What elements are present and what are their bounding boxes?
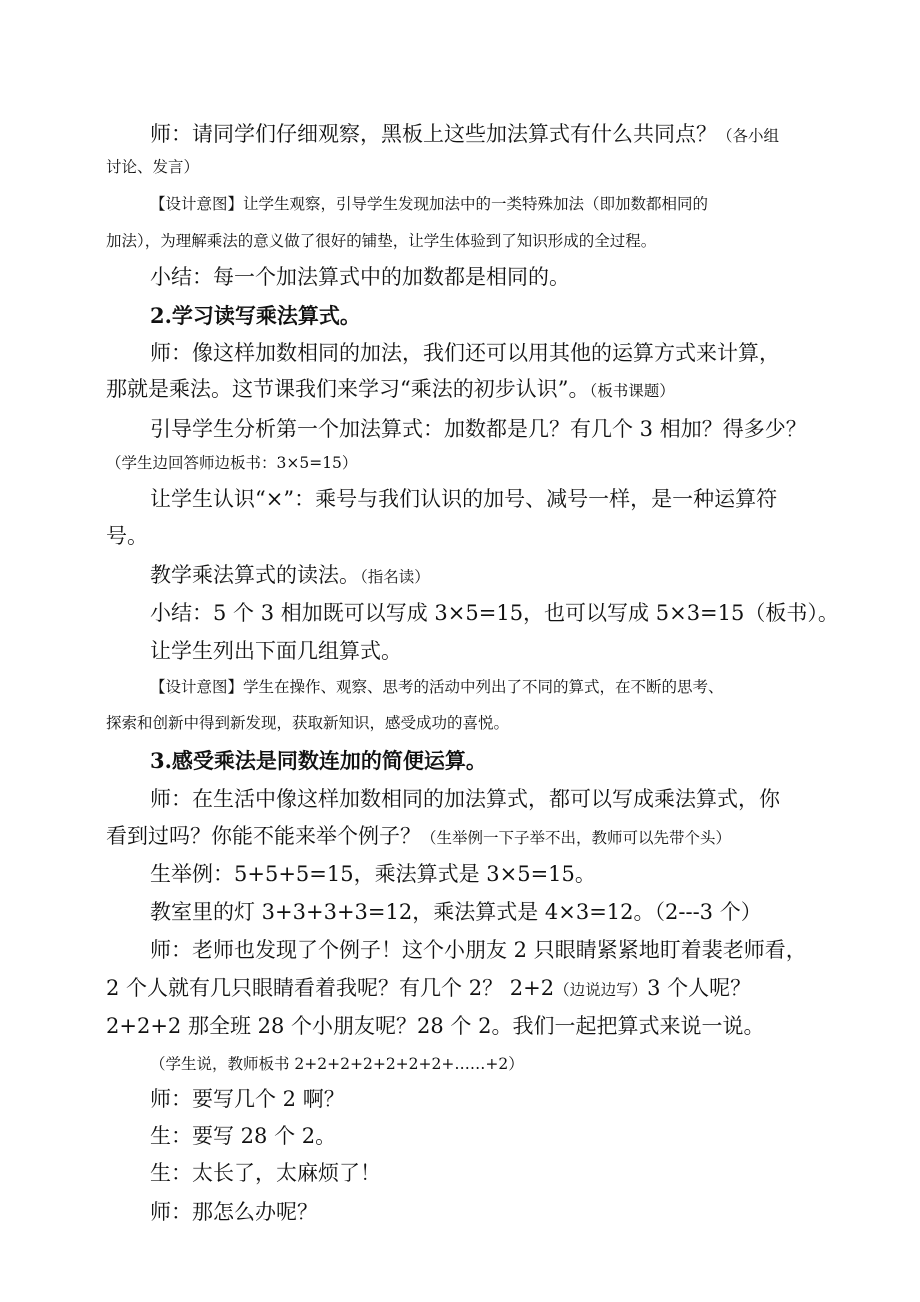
paragraph-line: 生：太长了，太麻烦了！ [150, 1161, 381, 1185]
paragraph-line: 2+2+2 那全班 28 个小朋友呢？28 个 2。我们一起把算式来说一说。 [106, 1014, 765, 1038]
paragraph-line: 那就是乘法。这节课我们来学习“乘法的初步认识”。（板书课题） [106, 377, 675, 401]
paragraph-line: 师：那怎么办呢？ [150, 1200, 318, 1224]
design-intent-line: 探索和创新中得到新发现，获取新知识，感受成功的喜悦。 [106, 714, 510, 732]
paragraph-line: 生：要写 28 个 2。 [150, 1124, 337, 1148]
paragraph-line: 师：像这样加数相同的加法，我们还可以用其他的运算方式来计算， [150, 341, 780, 365]
design-intent-line: 【设计意图】学生在操作、观察、思考的活动中列出了不同的算式，在不断的思考、 [150, 678, 724, 696]
paragraph-line: （学生说，教师板书 2+2+2+2+2+2+2+……+2） [150, 1055, 524, 1073]
paragraph-line: 师：在生活中像这样加数相同的加法算式，都可以写成乘法算式，你 [150, 787, 780, 811]
paragraph-line: 2 个人就有几只眼睛看着我呢？有几个 2？ 2+2（边说边写）3 个人呢？ [106, 976, 752, 1000]
paragraph-line: 讨论、发言） [106, 158, 200, 176]
section-heading: 3.感受乘法是同数连加的简便运算。 [150, 748, 487, 773]
section-heading: 2.学习读写乘法算式。 [150, 303, 361, 328]
design-intent-line: 【设计意图】让学生观察，引导学生发现加法中的一类特殊加法（即加数都相同的 [150, 195, 709, 213]
paragraph-line: 生举例：5+5+5=15，乘法算式是 3×5=15。 [150, 862, 596, 886]
paragraph-line: （学生边回答师边板书：3×5=15） [106, 454, 358, 472]
paragraph-line: 师：请同学们仔细观察，黑板上这些加法算式有什么共同点？（各小组 [150, 122, 780, 146]
paragraph-line: 教学乘法算式的读法。（指名读） [150, 563, 430, 587]
paragraph-line: 小结：5 个 3 相加既可以写成 3×5=15，也可以写成 5×3=15（板书）。 [150, 601, 839, 625]
paragraph-line: 让学生认识“×”：乘号与我们认识的加号、减号一样，是一种运算符 [150, 487, 778, 511]
paragraph-line: 师：老师也发现了个例子！这个小朋友 2 只眼睛紧紧地盯着裴老师看， [150, 938, 807, 962]
paragraph-line: 让学生列出下面几组算式。 [150, 639, 402, 663]
paragraph-line: 师：要写几个 2 啊？ [150, 1087, 345, 1111]
design-intent-line: 加法），为理解乘法的意义做了很好的铺垫，让学生体验到了知识形成的全过程。 [106, 232, 657, 250]
paragraph-line: 教室里的灯 3+3+3+3=12，乘法算式是 4×3=12。（2---3 个） [150, 900, 762, 924]
paragraph-line: 看到过吗？你能不能来举个例子？（生举例一下子举不出，教师可以先带个头） [106, 824, 732, 848]
paragraph-line: 号。 [106, 524, 148, 548]
paragraph-line: 引导学生分析第一个加法算式：加数都是几？有几个 3 相加？得多少？ [150, 417, 807, 441]
paragraph-line: 小结：每一个加法算式中的加数都是相同的。 [150, 265, 570, 289]
